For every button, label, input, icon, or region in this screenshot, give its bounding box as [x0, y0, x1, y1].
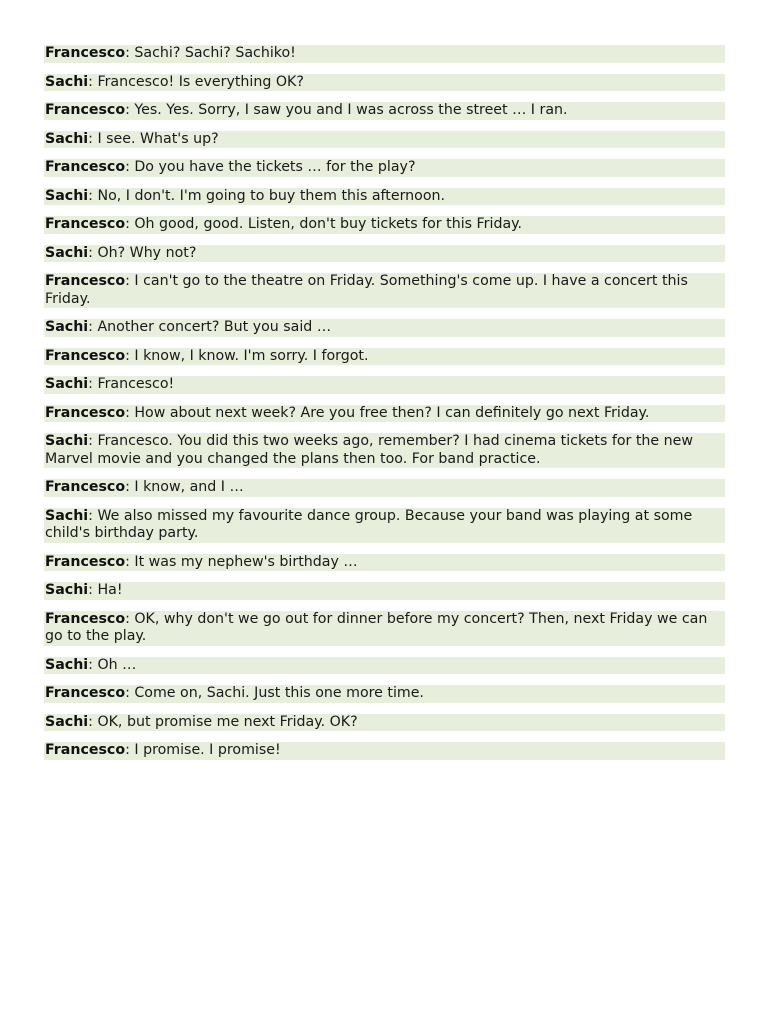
line-text: : Come on, Sachi. Just this one more time.	[125, 685, 424, 701]
dialogue-line	[44, 348, 725, 366]
speaker-name: Francesco	[45, 404, 126, 421]
speaker-name: Francesco	[45, 159, 126, 175]
dialogue-line	[44, 376, 725, 394]
speaker-name: Sachi	[45, 130, 89, 147]
speaker-name: Sachi	[45, 244, 89, 261]
speaker-name: Francesco	[45, 102, 126, 118]
dialogue-line	[44, 74, 725, 92]
speaker-name: Francesco	[45, 685, 126, 701]
line-text: : Francesco!	[88, 376, 175, 392]
line-text: : Oh? Why not?	[88, 244, 197, 261]
speaker-name: Sachi	[45, 376, 89, 392]
speaker-name: Francesco	[45, 216, 126, 232]
line-text: : I promise. I promise!	[125, 742, 281, 758]
speaker-name: Francesco	[45, 273, 126, 289]
line-text: : Do you have the tickets … for the play?	[125, 159, 416, 175]
dialogue-transcript	[44, 45, 725, 771]
speaker-name: Francesco	[45, 742, 126, 758]
dialogue-line	[44, 45, 725, 63]
line-text: : We also missed my favourite dance group. Because your band was playing at some child's birthday party.	[45, 507, 693, 541]
dialogue-line	[44, 685, 725, 703]
line-text: : OK, but promise me next Friday. OK?	[88, 713, 358, 730]
line-text: : Ha!	[88, 582, 123, 598]
dialogue-line	[44, 319, 725, 337]
dialogue-line	[44, 273, 725, 308]
line-text: : Another concert? But you said …	[88, 319, 332, 335]
dialogue-line	[44, 714, 725, 732]
line-text: : I know, I know. I'm sorry. I forgot.	[125, 347, 369, 364]
line-text: : How about next week? Are you free then? I can definitely go next Friday.	[125, 404, 650, 421]
line-text: : Yes. Yes. Sorry, I saw you and I was across the street … I ran.	[125, 102, 568, 118]
dialogue-line	[44, 188, 725, 206]
dialogue-line	[44, 554, 725, 572]
line-text: : I know, and I …	[125, 479, 244, 495]
speaker-name: Sachi	[45, 713, 89, 730]
dialogue-line	[44, 657, 725, 675]
dialogue-line	[44, 611, 725, 646]
line-text: : I can't go to the theatre on Friday. Something's come up. I have a concert this Friday.	[45, 273, 688, 307]
line-text: : It was my nephew's birthday …	[125, 553, 358, 570]
dialogue-line	[44, 216, 725, 234]
speaker-name: Francesco	[45, 553, 126, 570]
line-text: : I see. What's up?	[88, 130, 219, 147]
dialogue-line	[44, 159, 725, 177]
speaker-name: Francesco	[45, 45, 126, 61]
dialogue-line	[44, 405, 725, 423]
dialogue-line	[44, 582, 725, 600]
speaker-name: Sachi	[45, 507, 89, 524]
line-text: : OK, why don't we go out for dinner before my concert? Then, next Friday we can go to the play.	[45, 610, 708, 644]
line-text: : Oh good, good. Listen, don't buy tickets for this Friday.	[125, 216, 523, 232]
dialogue-line	[44, 245, 725, 263]
line-text: : No, I don't. I'm going to buy them this afternoon.	[88, 187, 446, 204]
speaker-name: Sachi	[45, 656, 89, 673]
dialogue-line	[44, 131, 725, 149]
speaker-name: Sachi	[45, 433, 89, 449]
line-text: : Francesco! Is everything OK?	[88, 73, 304, 90]
dialogue-line	[44, 479, 725, 497]
speaker-name: Sachi	[45, 73, 89, 90]
dialogue-line	[44, 433, 725, 468]
line-text: : Sachi? Sachi? Sachiko!	[125, 45, 296, 61]
speaker-name: Sachi	[45, 187, 89, 204]
dialogue-line	[44, 742, 725, 760]
speaker-name: Sachi	[45, 319, 89, 335]
speaker-name: Francesco	[45, 479, 126, 495]
speaker-name: Francesco	[45, 610, 126, 627]
dialogue-line	[44, 508, 725, 543]
dialogue-line	[44, 102, 725, 120]
speaker-name: Francesco	[45, 347, 126, 364]
line-text: : Francesco. You did this two weeks ago, remember? I had cinema tickets for the new Marvel movie and you changed the plans then too. For band practice.	[45, 433, 693, 467]
line-text: : Oh …	[88, 656, 137, 673]
speaker-name: Sachi	[45, 582, 89, 598]
